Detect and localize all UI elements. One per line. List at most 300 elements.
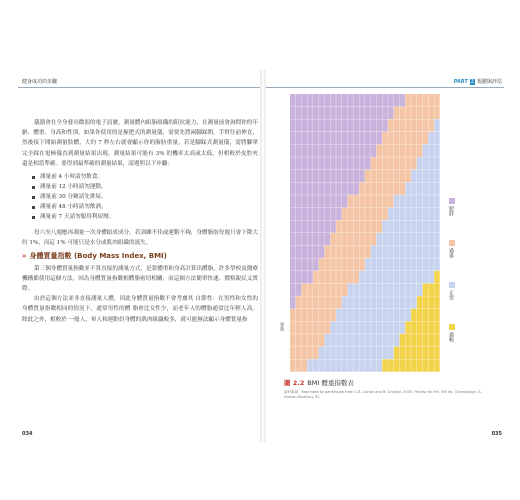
heatmap-cell	[423, 145, 428, 157]
heatmap-cell	[371, 334, 376, 346]
heatmap-cell	[313, 246, 318, 258]
heatmap-cell	[302, 246, 307, 258]
heatmap-cell	[302, 258, 307, 270]
heatmap-cell	[417, 119, 422, 131]
heatmap-cell	[434, 119, 439, 131]
heatmap-cell	[290, 347, 295, 359]
heatmap-cell	[423, 246, 428, 258]
heatmap-cell	[307, 359, 312, 371]
heatmap-cell	[411, 170, 416, 182]
heatmap-cell	[325, 309, 330, 321]
heatmap-cell	[319, 334, 324, 346]
part-tag: PART	[453, 78, 468, 85]
heatmap-cell	[325, 132, 330, 144]
heatmap-cell	[365, 258, 370, 270]
heatmap-cell	[348, 233, 353, 245]
heatmap-cell	[423, 347, 428, 359]
heatmap-cell	[394, 107, 399, 119]
heatmap-cell	[296, 119, 301, 131]
heatmap-cell	[371, 233, 376, 245]
heatmap-cell	[405, 94, 410, 106]
heatmap-cell	[382, 94, 387, 106]
heatmap-cell	[330, 170, 335, 182]
heatmap-cell	[296, 334, 301, 346]
heatmap-cell	[336, 258, 341, 270]
heatmap-cell	[411, 145, 416, 157]
heatmap-cell	[428, 170, 433, 182]
legend-item-obese	[448, 198, 455, 216]
heatmap-cell	[423, 208, 428, 220]
heatmap-cell	[302, 359, 307, 371]
heatmap-cell	[348, 182, 353, 194]
heatmap-cell	[377, 233, 382, 245]
heatmap-cell	[434, 271, 439, 283]
heatmap-cell	[302, 284, 307, 296]
heatmap-cell	[330, 182, 335, 194]
heatmap-cell	[353, 145, 358, 157]
heatmap-cell	[296, 309, 301, 321]
heatmap-cell	[325, 94, 330, 106]
heatmap-cell	[405, 359, 410, 371]
heatmap-cell	[388, 119, 393, 131]
heatmap-cell	[296, 170, 301, 182]
heatmap-cell	[319, 220, 324, 232]
heatmap-cell	[302, 182, 307, 194]
bmi-heatmap	[290, 94, 440, 372]
heatmap-cell	[377, 220, 382, 232]
heatmap-cell	[336, 321, 341, 333]
heatmap-cell	[382, 157, 387, 169]
heatmap-cell	[296, 94, 301, 106]
heatmap-cell	[417, 347, 422, 359]
heatmap-cell	[348, 220, 353, 232]
heatmap-cell	[423, 107, 428, 119]
heatmap-cell	[417, 107, 422, 119]
heatmap-cell	[394, 119, 399, 131]
heatmap-cell	[411, 321, 416, 333]
heatmap-cell	[307, 157, 312, 169]
heatmap-cell	[428, 284, 433, 296]
heatmap-cell	[382, 182, 387, 194]
heatmap-cell	[307, 334, 312, 346]
heatmap-cell	[405, 258, 410, 270]
heatmap-cell	[365, 145, 370, 157]
heatmap-cell	[296, 182, 301, 194]
heatmap-cell	[428, 359, 433, 371]
heatmap-cell	[377, 182, 382, 194]
heatmap-cell	[400, 258, 405, 270]
heatmap-cell	[359, 271, 364, 283]
heatmap-cell	[325, 208, 330, 220]
heatmap-cell	[388, 182, 393, 194]
heatmap-cell	[330, 94, 335, 106]
heatmap-cell	[313, 347, 318, 359]
heatmap-cell	[405, 271, 410, 283]
heatmap-cell	[417, 258, 422, 270]
heatmap-cell	[365, 119, 370, 131]
measurement-steps-list	[40, 172, 258, 222]
heatmap-cell	[296, 246, 301, 258]
heatmap-cell	[336, 132, 341, 144]
heatmap-cell	[342, 107, 347, 119]
heatmap-cell	[342, 170, 347, 182]
heatmap-cell	[313, 220, 318, 232]
heatmap-cell	[353, 347, 358, 359]
heatmap-cell	[428, 195, 433, 207]
heatmap-cell	[411, 359, 416, 371]
heatmap-cell	[405, 246, 410, 258]
heatmap-cell	[371, 321, 376, 333]
heatmap-cell	[388, 107, 393, 119]
heatmap-cell	[371, 195, 376, 207]
heatmap-cell	[377, 170, 382, 182]
heatmap-cell	[405, 220, 410, 232]
heatmap-cell	[353, 258, 358, 270]
heatmap-cell	[330, 347, 335, 359]
heatmap-cell	[411, 195, 416, 207]
heatmap-cell	[296, 321, 301, 333]
heatmap-cell	[434, 208, 439, 220]
heatmap-cell	[423, 284, 428, 296]
heatmap-cell	[353, 309, 358, 321]
heatmap-cell	[330, 157, 335, 169]
heatmap-cell	[382, 220, 387, 232]
heatmap-cell	[348, 334, 353, 346]
heatmap-cell	[290, 208, 295, 220]
heatmap-cell	[434, 309, 439, 321]
heatmap-cell	[411, 107, 416, 119]
heatmap-cell	[307, 284, 312, 296]
heatmap-cell	[382, 309, 387, 321]
heatmap-cell	[336, 246, 341, 258]
heatmap-cell	[348, 94, 353, 106]
heatmap-cell	[411, 296, 416, 308]
heatmap-cell	[394, 284, 399, 296]
heatmap-cell	[394, 170, 399, 182]
heatmap-cell	[371, 309, 376, 321]
heatmap-cell	[377, 258, 382, 270]
heatmap-cell	[319, 296, 324, 308]
heatmap-cell	[302, 195, 307, 207]
heatmap-cell	[428, 309, 433, 321]
heatmap-cell	[371, 347, 376, 359]
heatmap-cell	[411, 182, 416, 194]
heatmap-cell	[336, 359, 341, 371]
heatmap-cell	[325, 233, 330, 245]
heatmap-cell	[365, 132, 370, 144]
heatmap-cell	[302, 170, 307, 182]
heatmap-cell	[394, 195, 399, 207]
heatmap-cell	[296, 195, 301, 207]
heatmap-cell	[428, 132, 433, 144]
heatmap-cell	[417, 145, 422, 157]
heatmap-cell	[411, 334, 416, 346]
heatmap-cell	[388, 246, 393, 258]
heatmap-cell	[336, 334, 341, 346]
heatmap-cell	[325, 296, 330, 308]
heatmap-cell	[353, 94, 358, 106]
heatmap-cell	[394, 309, 399, 321]
heatmap-cell	[319, 233, 324, 245]
legend-label: 過輕	[448, 332, 454, 342]
heatmap-cell	[411, 132, 416, 144]
heatmap-cell	[377, 94, 382, 106]
heatmap-cell	[428, 94, 433, 106]
heatmap-cell	[400, 145, 405, 157]
legend-swatch	[449, 282, 455, 288]
heatmap-cell	[400, 233, 405, 245]
heatmap-cell	[388, 220, 393, 232]
heatmap-cell	[434, 233, 439, 245]
heatmap-cell	[336, 170, 341, 182]
heatmap-cell	[428, 107, 433, 119]
heatmap-cell	[423, 271, 428, 283]
heatmap-cell	[319, 347, 324, 359]
heatmap-cell	[302, 309, 307, 321]
heatmap-cell	[388, 94, 393, 106]
heatmap-cell	[400, 309, 405, 321]
heatmap-cell	[342, 296, 347, 308]
heatmap-cell	[342, 145, 347, 157]
heatmap-cell	[325, 347, 330, 359]
heatmap-cell	[307, 107, 312, 119]
heatmap-cell	[394, 132, 399, 144]
heatmap-cell	[394, 359, 399, 371]
heatmap-cell	[377, 246, 382, 258]
heatmap-cell	[313, 296, 318, 308]
heatmap-cell	[359, 170, 364, 182]
heatmap-cell	[382, 246, 387, 258]
heatmap-cell	[342, 359, 347, 371]
heatmap-cell	[319, 145, 324, 157]
heatmap-cell	[359, 309, 364, 321]
heatmap-cell	[290, 321, 295, 333]
heatmap-cell	[388, 132, 393, 144]
list-item: 測量前 12 小時請勿運動。	[40, 182, 258, 192]
heatmap-cell	[388, 359, 393, 371]
heatmap-cell	[365, 334, 370, 346]
heatmap-cell	[405, 119, 410, 131]
heatmap-cell	[382, 119, 387, 131]
body-text	[22, 118, 258, 325]
heatmap-cell	[313, 334, 318, 346]
heatmap-cell	[423, 195, 428, 207]
heatmap-cell	[411, 258, 416, 270]
heatmap-cell	[434, 107, 439, 119]
heatmap-cell	[319, 107, 324, 119]
heatmap-cell	[434, 284, 439, 296]
heatmap-cell	[353, 359, 358, 371]
heatmap-cell	[428, 347, 433, 359]
heatmap-cell	[382, 296, 387, 308]
heatmap-cell	[330, 258, 335, 270]
heatmap-cell	[336, 233, 341, 245]
heatmap-cell	[434, 195, 439, 207]
heatmap-cell	[330, 284, 335, 296]
heatmap-cell	[319, 258, 324, 270]
heatmap-cell	[359, 321, 364, 333]
heatmap-cell	[400, 157, 405, 169]
heatmap-cell	[382, 334, 387, 346]
heatmap-cell	[423, 132, 428, 144]
heatmap-cell	[348, 195, 353, 207]
heatmap-cell	[348, 145, 353, 157]
heatmap-cell	[365, 296, 370, 308]
heatmap-cell	[296, 220, 301, 232]
heatmap-cell	[330, 334, 335, 346]
heatmap-cell	[353, 233, 358, 245]
heatmap-cell	[371, 182, 376, 194]
heatmap-cell	[330, 321, 335, 333]
heatmap-cell	[325, 271, 330, 283]
legend-label: 正常	[448, 290, 454, 300]
heatmap-cell	[342, 132, 347, 144]
heatmap-cell	[394, 258, 399, 270]
heatmap-cell	[353, 334, 358, 346]
heatmap-cell	[365, 233, 370, 245]
heatmap-cell	[330, 145, 335, 157]
heatmap-cell	[359, 334, 364, 346]
heatmap-cell	[411, 271, 416, 283]
heatmap-cell	[319, 321, 324, 333]
heatmap-cell	[313, 119, 318, 131]
heatmap-cell	[353, 296, 358, 308]
heatmap-cell	[382, 132, 387, 144]
heatmap-cell	[434, 246, 439, 258]
figure-title: BMI 體重指數表	[307, 379, 354, 387]
heatmap-cell	[434, 132, 439, 144]
heatmap-cell	[290, 296, 295, 308]
heatmap-cell	[371, 208, 376, 220]
heatmap-cell	[394, 182, 399, 194]
heatmap-cell	[371, 359, 376, 371]
intro-paragraph: 儀器會在全身發出微弱的電子訊號，測量體內組脂組織的阻抗能力。在測量前會詢問你的年齡、體重、身高和性別，如果你使用的是握把式的測量儀，需要先將兩腳踩開，手臂往前伸直，然後接下開始測量肢體，大約 7 秒左右就會顯示你的脂肪重量。若是腳踩式測量儀，需將腳掌完全踩在電極儀直到測量結果出現。測量結果可能有 3% 的機率太高或太低，但相較於皮腔夾還是相當準確。要得到最準確的測量結果，請遵照以下步驟：	[22, 120, 258, 167]
heatmap-cell	[330, 208, 335, 220]
heatmap-cell	[290, 359, 295, 371]
heatmap-cell	[417, 334, 422, 346]
heatmap-cell	[325, 195, 330, 207]
heatmap-cell	[342, 94, 347, 106]
legend-swatch	[449, 240, 455, 246]
heatmap-cell	[336, 296, 341, 308]
heatmap-cell	[319, 271, 324, 283]
heatmap-cell	[296, 347, 301, 359]
heatmap-cell	[411, 119, 416, 131]
heatmap-cell	[365, 170, 370, 182]
heatmap-cell	[365, 321, 370, 333]
heatmap-cell	[382, 284, 387, 296]
heatmap-cell	[348, 208, 353, 220]
heatmap-cell	[417, 157, 422, 169]
heatmap-cell	[325, 284, 330, 296]
heatmap-cell	[417, 359, 422, 371]
heatmap-cell	[359, 258, 364, 270]
heatmap-cell	[365, 359, 370, 371]
heatmap-cell	[342, 119, 347, 131]
heatmap-cell	[313, 208, 318, 220]
legend-swatch	[449, 324, 455, 330]
heatmap-cell	[400, 170, 405, 182]
heatmap-cell	[377, 359, 382, 371]
heatmap-cell	[388, 347, 393, 359]
heatmap-cell	[411, 284, 416, 296]
heatmap-cell	[371, 157, 376, 169]
heatmap-cell	[377, 107, 382, 119]
heatmap-cell	[336, 347, 341, 359]
heatmap-cell	[377, 347, 382, 359]
heatmap-cell	[365, 157, 370, 169]
heatmap-cell	[400, 107, 405, 119]
heatmap-cell	[325, 182, 330, 194]
heatmap-cell	[348, 296, 353, 308]
heatmap-cell	[371, 220, 376, 232]
heatmap-cell	[330, 195, 335, 207]
heatmap-cell	[353, 107, 358, 119]
heatmap-cell	[434, 334, 439, 346]
height-axis-label: 身高	[279, 322, 284, 331]
list-item: 測量前 48 小時請勿飲酒。	[40, 202, 258, 212]
heatmap-cell	[336, 309, 341, 321]
heatmap-cell	[336, 208, 341, 220]
heatmap-cell	[400, 271, 405, 283]
heatmap-cell	[382, 271, 387, 283]
heatmap-cell	[377, 271, 382, 283]
heatmap-cell	[417, 321, 422, 333]
heatmap-cell	[388, 208, 393, 220]
heatmap-cell	[377, 321, 382, 333]
heatmap-cell	[319, 195, 324, 207]
heatmap-cell	[400, 195, 405, 207]
heatmap-cell	[307, 195, 312, 207]
heatmap-cell	[359, 233, 364, 245]
heatmap-cell	[428, 258, 433, 270]
heatmap-cell	[307, 145, 312, 157]
heatmap-cell	[388, 233, 393, 245]
heatmap-cell	[330, 107, 335, 119]
heatmap-cell	[319, 157, 324, 169]
heatmap-cell	[330, 119, 335, 131]
heatmap-cell	[434, 170, 439, 182]
heatmap-cell	[405, 182, 410, 194]
heatmap-cell	[342, 208, 347, 220]
heatmap-cell	[400, 208, 405, 220]
heatmap-cell	[400, 94, 405, 106]
heatmap-cell	[325, 258, 330, 270]
heatmap-cell	[428, 119, 433, 131]
heatmap-cell	[302, 157, 307, 169]
heatmap-cell	[382, 359, 387, 371]
heatmap-cell	[388, 258, 393, 270]
heatmap-cell	[348, 271, 353, 283]
heatmap-cell	[405, 347, 410, 359]
heatmap-cell	[382, 145, 387, 157]
heatmap-cell	[302, 271, 307, 283]
heatmap-cell	[319, 309, 324, 321]
heatmap-cell	[394, 145, 399, 157]
heatmap-cell	[325, 145, 330, 157]
heatmap-cell	[371, 107, 376, 119]
heatmap-cell	[353, 284, 358, 296]
heatmap-cell	[290, 157, 295, 169]
part-number: 2	[470, 78, 474, 85]
heatmap-cell	[428, 271, 433, 283]
heatmap-cell	[382, 321, 387, 333]
heatmap-cell	[371, 284, 376, 296]
heatmap-cell	[325, 157, 330, 169]
heatmap-cell	[290, 334, 295, 346]
heatmap-cell	[313, 182, 318, 194]
heatmap-cell	[348, 132, 353, 144]
